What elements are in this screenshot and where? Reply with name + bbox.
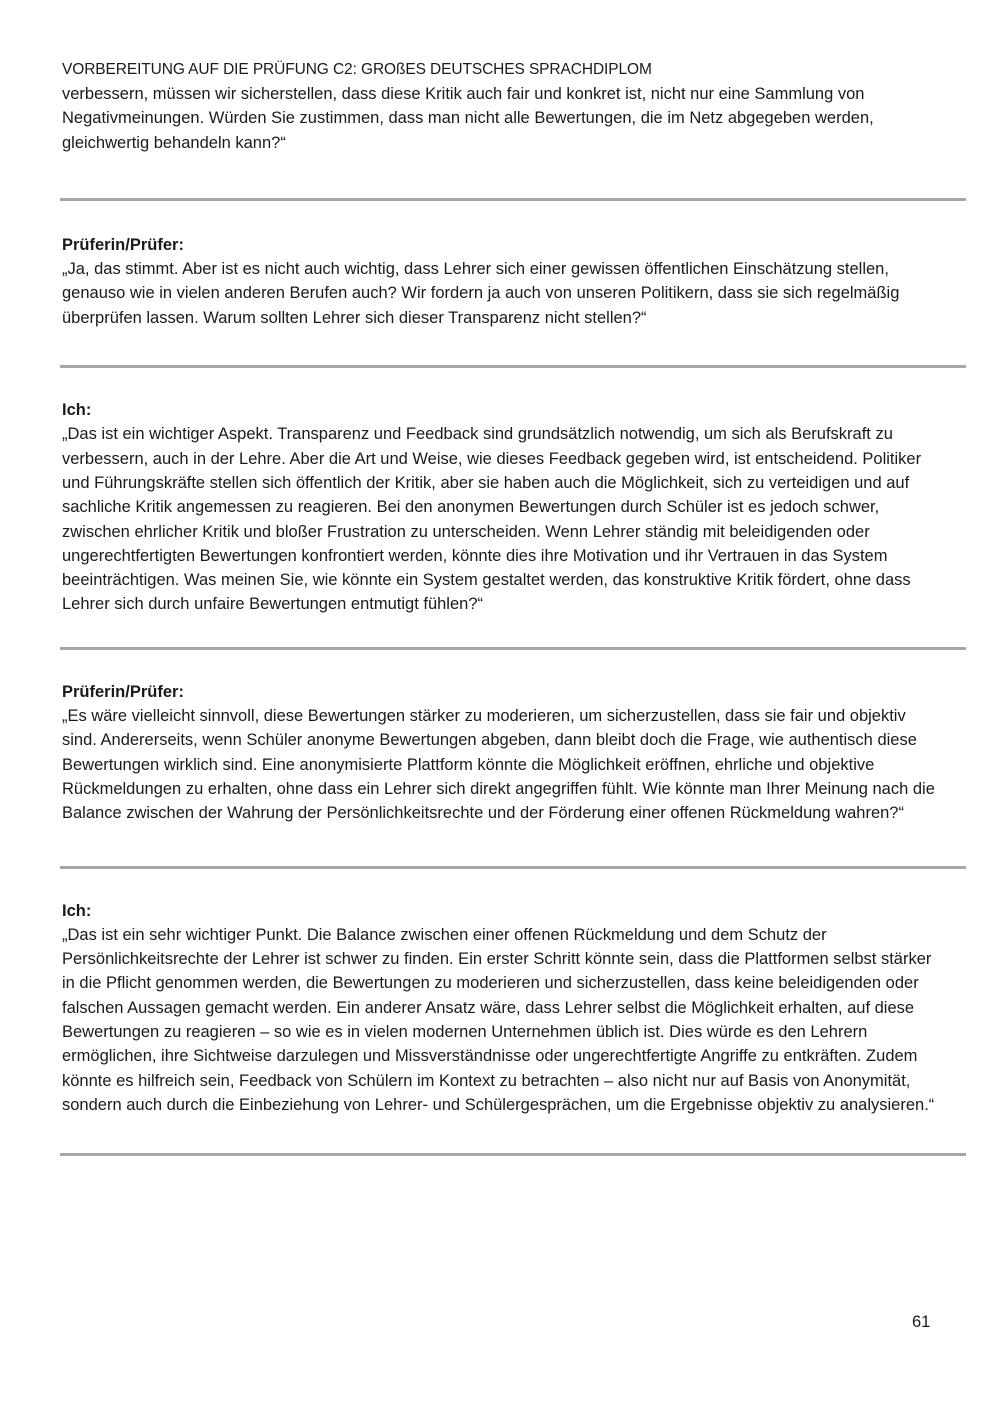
- dialogue-paragraph: „Das ist ein wichtiger Aspekt. Transparenz und Feedback sind grundsätzlich notwendig, um sich als Berufskraft zu verbessern, auch in der Lehre. Aber die Art und Weise, wie dieses Feedback gegeben wird, ist entscheidend. Politiker und Führungskräfte stellen sich öffentlich der Kritik, aber sie haben auch die Möglichkeit, sich zu verteidigen und auf sachliche Kritik angemessen zu reagieren. Bei den anonymen Bewertungen durch Schüler ist es jedoch schwer, zwischen ehrlicher Kritik und bloßer Frustration zu unterscheiden. Wenn Lehrer ständig mit beleidigenden oder ungerechtfertigten Bewertungen konfrontiert werden, könnte dies ihre Motivation und ihr Vertrauen in das System beeinträchtigen. Was meinen Sie, wie könnte ein System gestaltet werden, das konstruktive Kritik fördert, ohne dass Lehrer sich durch unfaire Bewertungen entmutigt fühlen?“: [62, 425, 922, 614]
- dialogue-paragraph: „Das ist ein sehr wichtiger Punkt. Die Balance zwischen einer offenen Rückmeldung und dem Schutz der Persönlichkeitsrechte der Lehrer ist schwer zu finden. Ein erster Schritt könnte sein, dass die Plattformen selbst stärker in die Pflicht genommen werden, die Bewertungen zu moderieren und sicherzustellen, dass keine beleidigenden oder falschen Aussagen gemacht werden. Ein anderer Ansatz wäre, dass Lehrer selbst die Möglichkeit erhalten, auf diese Bewertungen zu reagieren – so wie es in vielen modernen Unternehmen üblich ist. Dies würde es den Lehrern ermöglichen, ihre Sichtweise darzulegen und Missverständnisse oder ungerechtfertigte Angriffe zu entkräften. Zudem könnte es hilfreich sein, Feedback von Schülern im Kontext zu betrachten – also nicht nur auf Basis von Anonymität, sondern auch durch die Einbeziehung von Lehrer- und Schülergesprächen, um die Ergebnisse objektiv zu analysieren.“: [62, 925, 935, 1114]
- continuation-paragraph: verbessern, müssen wir sicherstellen, dass diese Kritik auch fair und konkret ist, nicht nur eine Sammlung von Negativmeinungen. Würden Sie zustimmen, dass man nicht alle Bewertungen, die im Netz abgegeben werden, gleichwertig behandeln kann?“: [62, 85, 874, 152]
- document-page: [62, 58, 942, 1156]
- dialogue-paragraph: „Es wäre vielleicht sinnvoll, diese Bewertungen stärker zu moderieren, um sicherzustellen, dass sie fair und objektiv sind. Andererseits, wenn Schüler anonyme Bewertungen abgeben, dann bleibt doch die Frage, wie authentisch diese Bewertungen wirklich sind. Eine anonymisierte Plattform könnte die Möglichkeit eröffnen, ehrliche und objektive Rückmeldungen zu erhalten, ohne dass ein Lehrer sich direkt angegriffen fühlt. Wie könnte man Ihrer Meinung nach die Balance zwischen der Wahrung der Persönlichkeitsrechte und der Förderung einer offenen Rückmeldung wahren?“: [62, 707, 935, 823]
- speaker-label: Prüferin/Prüfer:: [62, 682, 184, 701]
- speaker-label: Ich:: [62, 401, 92, 420]
- page-number: 61: [912, 1313, 931, 1331]
- running-header: VORBEREITUNG AUF DIE PRÜFUNG C2: GROßES DEUTSCHES SPRACHDIPLOM: [62, 61, 652, 78]
- section-divider: [60, 1153, 966, 1156]
- speaker-label: Prüferin/Prüfer:: [62, 235, 184, 254]
- dialogue-paragraph: „Ja, das stimmt. Aber ist es nicht auch wichtig, dass Lehrer sich einer gewissen öffentlichen Einschätzung stellen, genauso wie in vielen anderen Berufen auch? Wir fordern ja auch von unseren Politikern, dass sie sich regelmäßig überprüfen lassen. Warum sollten Lehrer sich dieser Transparenz nicht stellen?“: [62, 260, 900, 327]
- speaker-label: Ich:: [62, 901, 92, 920]
